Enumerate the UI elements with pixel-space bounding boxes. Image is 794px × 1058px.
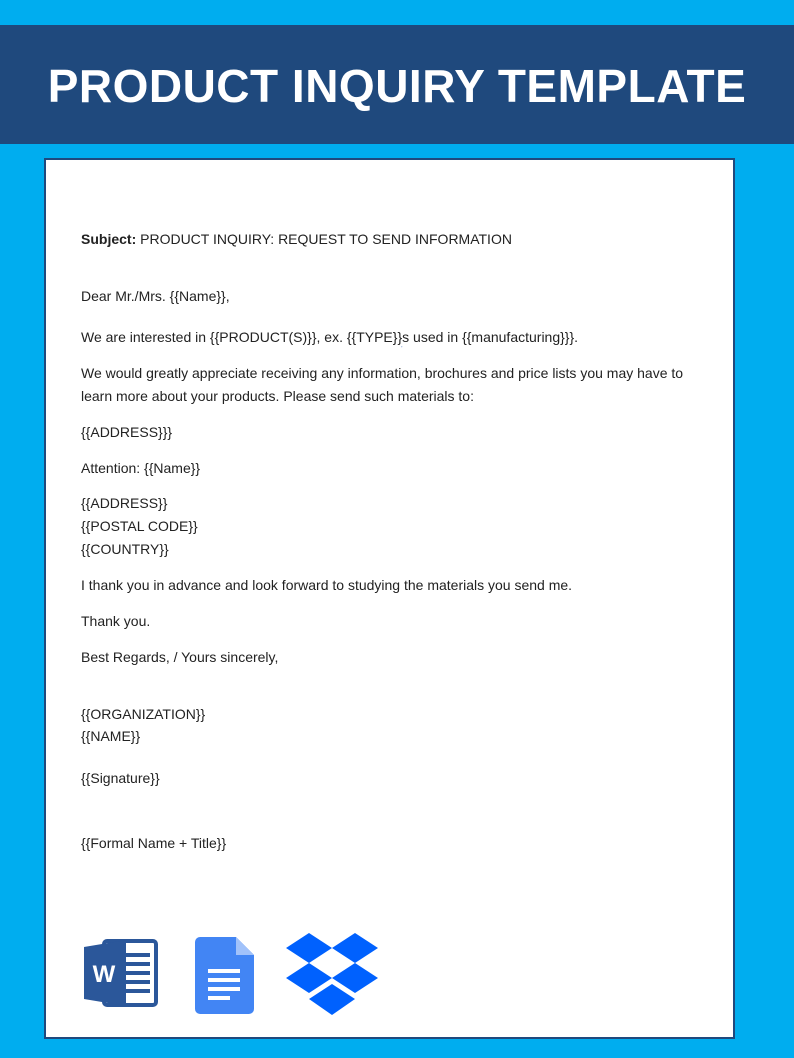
spellcheck-underline: }} <box>392 329 403 345</box>
salutation: Dear Mr./Mrs. {{Name}}, <box>81 288 230 304</box>
request-paragraph-line2: learn more about your products. Please send such materials to: <box>81 388 474 404</box>
interest-paragraph <box>81 326 578 349</box>
title-banner <box>0 25 794 144</box>
thanks-advance-paragraph: I thank you in advance and look forward to studying the materials you send me. <box>81 577 573 593</box>
dropbox-icon[interactable] <box>284 931 380 1021</box>
interest-text-end: s used in {{manufacturing}}}. <box>402 329 579 345</box>
formal-name-line: {{Formal Name + Title}} <box>81 835 227 851</box>
address-line: {{ADDRESS}} <box>81 495 168 511</box>
closing-line: Best Regards, / Yours sincerely, <box>81 649 279 665</box>
word-icon-letter: W <box>92 961 116 988</box>
subject-label: Subject: <box>81 231 137 247</box>
attention-line: Attention: {{Name}} <box>81 460 201 476</box>
google-docs-icon[interactable] <box>194 935 256 1015</box>
subject-line <box>81 228 512 251</box>
postal-code-line: {{POSTAL CODE}} <box>81 518 198 534</box>
word-icon[interactable] <box>82 938 160 1008</box>
document-page <box>44 158 735 1039</box>
address-block: {{ADDRESS}}} <box>81 424 173 440</box>
subject-text: PRODUCT INQUIRY: REQUEST TO SEND INFORMATION <box>136 231 512 247</box>
thank-you-line: Thank you. <box>81 613 151 629</box>
request-paragraph-line1: We would greatly appreciate receiving any information, brochures and price lists you may have to <box>81 365 684 381</box>
organization-line: {{ORGANIZATION}} <box>81 706 206 722</box>
interest-text-start: We are interested in {{PRODUCT(S)}}, ex. {{TYPE <box>81 329 393 345</box>
country-line: {{COUNTRY}} <box>81 541 169 557</box>
signature-line: {{Signature}} <box>81 770 160 786</box>
name-line: {{NAME}} <box>81 728 141 744</box>
page-title: PRODUCT INQUIRY TEMPLATE <box>47 59 747 112</box>
